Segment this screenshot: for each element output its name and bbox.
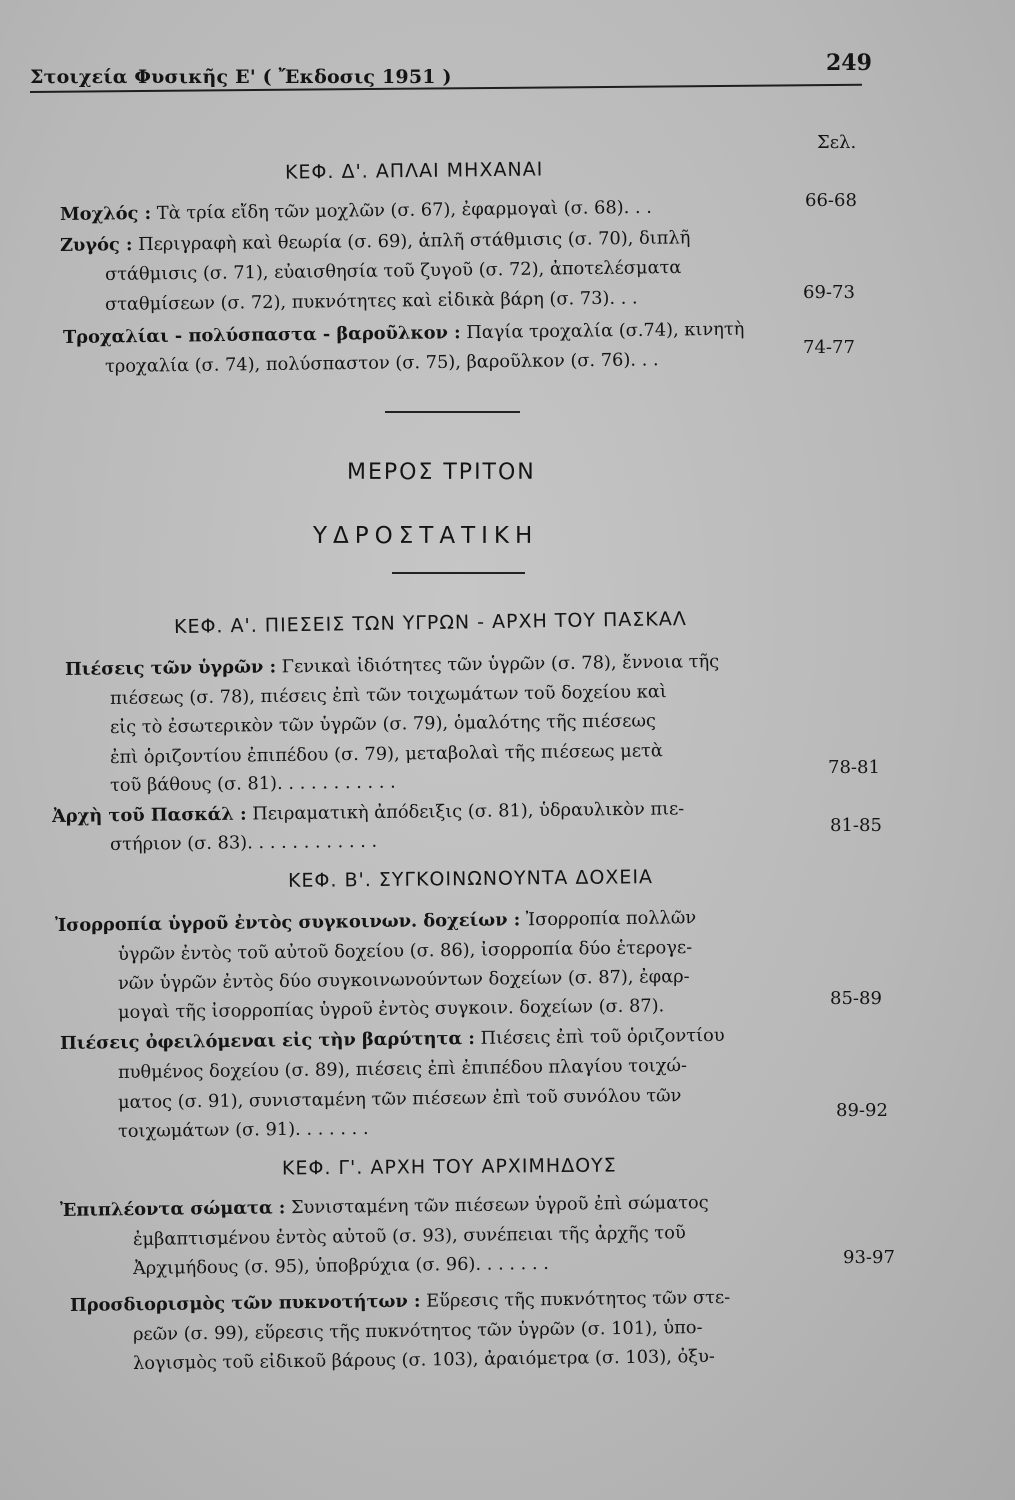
toc-line <box>60 1025 725 1054</box>
entry-head: Ἐπιπλέοντα σώματα : <box>59 1197 286 1221</box>
toc-line <box>65 651 719 680</box>
entry-text: λογισμὸς τοῦ εἰδικοῦ βάρους (σ. 103), ἀραιόμετρα (σ. 103), ὀξυ- <box>132 1345 715 1374</box>
entry-text: σταθμίσεων (σ. 72), πυκνότητες καὶ εἰδικὰ βάρη (σ. 73). . . <box>104 287 638 315</box>
toc-line <box>110 831 377 855</box>
entry-text: Πιέσεις ἐπὶ τοῦ ὁριζοντίου <box>474 1024 725 1049</box>
entry-text: ἐπὶ ὁριζοντίου ἐπιπέδου (σ. 79), μεταβολαὶ τῆς πιέσεως μετὰ <box>109 740 663 768</box>
entry-text: Παγία τροχαλία (σ.74), κινητὴ <box>460 318 745 344</box>
toc-line <box>110 681 667 709</box>
entry-text: πυθμένος δοχείου (σ. 89), πιέσεις ἐπὶ ἐπιπέδου πλαγίου τοιχώ- <box>117 1055 688 1083</box>
page-range: 74-77 <box>803 337 855 358</box>
entry-text: στάθμισις (σ. 71), εὐαισθησία τοῦ ζυγοῦ (σ. 72), ἀποτελέσματα <box>104 256 682 285</box>
page-range: 81-85 <box>830 815 882 836</box>
toc-line <box>105 287 638 315</box>
entry-text: στήριον (σ. 83). . . . . . . . . . . . <box>109 830 378 855</box>
toc-line <box>105 257 682 285</box>
toc-line <box>110 772 396 796</box>
toc-line <box>118 1085 682 1113</box>
page-range: 93-97 <box>843 1247 895 1268</box>
toc-line <box>70 1287 730 1316</box>
entry-head: Πιέσεις ὀφειλόμεναι εἰς τὴν βαρύτητα : <box>59 1027 475 1054</box>
page-range: 78-81 <box>828 757 880 778</box>
toc-line <box>60 1192 709 1221</box>
toc-line <box>133 1222 686 1250</box>
chapter-heading: ΚΕΦ. Γ'. ΑΡΧΗ ΤΟΥ ΑΡΧΙΜΗΔΟΥΣ <box>281 1154 617 1180</box>
toc-line <box>118 1118 369 1142</box>
entry-text: εἰς τὸ ἐσωτερικὸν τῶν ὑγρῶν (σ. 79), ὁμαλότης τῆς πιέσεως <box>109 710 657 738</box>
running-title: Στοιχεία Φυσικῆς Ε' ( Ἔκδοσις 1951 ) <box>30 66 452 88</box>
page-number: 249 <box>826 50 872 76</box>
toc-line <box>118 966 690 994</box>
toc-line <box>105 349 659 377</box>
entry-head: Μοχλός : <box>59 202 152 225</box>
section-divider <box>385 411 520 413</box>
part-subject: ΥΔΡΟΣΤΑΤΙΚΗ <box>313 523 539 549</box>
entry-text: Γενικαὶ ἰδιότητες τῶν ὑγρῶν (σ. 78), ἔννοια τῆς <box>275 651 720 678</box>
page-range: 89-92 <box>836 1100 888 1121</box>
page-range: 66-68 <box>805 190 857 211</box>
entry-text: Τὰ τρία εἴδη τῶν μοχλῶν (σ. 67), ἐφαρμογαὶ (σ. 68). . . <box>151 196 653 224</box>
entry-text: τοιχωμάτων (σ. 91). . . . . . . <box>117 1117 369 1142</box>
entry-text: ρεῶν (σ. 99), εὕρεσις τῆς πυκνότητος τῶν ὑγρῶν (σ. 101), ὑπο- <box>132 1317 703 1345</box>
entry-head: Ἰσορροπία ὑγροῦ ἐντὸς συγκοινων. δοχείων : <box>54 909 521 936</box>
toc-line <box>133 1317 703 1345</box>
entry-text: Πειραματικὴ ἀπόδειξις (σ. 81), ὑδραυλικὸν πιε- <box>246 798 685 825</box>
toc-line <box>52 798 685 827</box>
entry-text: τοῦ βάθους (σ. 81). . . . . . . . . . . <box>109 771 396 796</box>
entry-head: Ἀρχὴ τοῦ Πασκάλ : <box>51 803 247 827</box>
chapter-heading: ΚΕΦ. Α'. ΠΙΕΣΕΙΣ ΤΩΝ ΥΓΡΩΝ - ΑΡΧΗ ΤΟΥ ΠΑΣΚΑΛ <box>173 607 687 639</box>
entry-head: Τροχαλίαι - πολύσπαστα - βαροῦλκον : <box>62 322 461 348</box>
entry-text: ματος (σ. 91), συνισταμένη τῶν πιέσεων ἐπὶ τοῦ συνόλου τῶν <box>117 1085 682 1113</box>
toc-line <box>110 710 656 738</box>
entry-text: Περιγραφὴ καὶ θεωρία (σ. 69), ἁπλῆ στάθμισις (σ. 70), διπλῆ <box>132 227 691 256</box>
entry-text: νῶν ὑγρῶν ἐντὸς δύο συγκοινωνούντων δοχείων (σ. 87), ἐφαρ- <box>117 966 690 994</box>
entry-text: Ἀρχιμήδους (σ. 95), ὑποβρύχια (σ. 96). . . . . . . <box>132 1252 550 1279</box>
entry-head: Πιέσεις τῶν ὑγρῶν : <box>64 656 277 680</box>
chapter-heading: ΚΕΦ. Β'. ΣΥΓΚΟΙΝΩΝΟΥΝΤΑ ΔΟΧΕΙΑ <box>287 866 654 892</box>
entry-head: Προσδιορισμὸς τῶν πυκνοτήτων : <box>69 1290 421 1316</box>
entry-text: πιέσεως (σ. 78), πιέσεις ἐπὶ τῶν τοιχωμάτων τοῦ δοχείου καὶ <box>109 681 667 709</box>
toc-line <box>118 995 665 1023</box>
toc-line <box>55 907 696 936</box>
part-title: ΜΕΡΟΣ ΤΡΙΤΟΝ <box>347 460 536 485</box>
entry-text: τροχαλία (σ. 74), πολύσπαστον (σ. 75), βαροῦλκον (σ. 76). . . <box>104 349 659 377</box>
entry-text: μογαὶ τῆς ἰσορροπίας ὑγροῦ ἐντὸς συγκοιν. δοχείων (σ. 87). <box>117 995 665 1023</box>
toc-line <box>110 740 663 768</box>
toc-line <box>118 937 692 965</box>
toc-line <box>133 1346 715 1374</box>
page-range: 85-89 <box>830 988 882 1009</box>
pages-column-label: Σελ. <box>817 132 857 153</box>
page-range: 69-73 <box>803 282 855 303</box>
entry-head: Ζυγός : <box>59 234 133 256</box>
entry-text: Ἰσορροπία πολλῶν <box>520 907 697 931</box>
toc-line <box>133 1253 549 1279</box>
entry-text: ὑγρῶν ἐντὸς τοῦ αὐτοῦ δοχείου (σ. 86), ἰσορροπία δύο ἑτερογε- <box>117 936 693 965</box>
toc-line <box>63 319 745 348</box>
section-divider <box>392 572 525 574</box>
toc-line <box>118 1055 687 1083</box>
chapter-heading: ΚΕΦ. Δ'. ΑΠΛΑΙ ΜΗΧΑΝΑΙ <box>284 158 544 184</box>
entry-text: Συνισταμένη τῶν πιέσεων ὑγροῦ ἐπὶ σώματος <box>285 1192 709 1219</box>
toc-line <box>60 197 652 225</box>
entry-text: ἐμβαπτισμένου ἐντὸς αὐτοῦ (σ. 93), συνέπειαι τῆς ἀρχῆς τοῦ <box>132 1222 686 1250</box>
toc-line <box>60 227 691 256</box>
entry-text: Εὕρεσις τῆς πυκνότητος τῶν στε- <box>420 1286 731 1312</box>
